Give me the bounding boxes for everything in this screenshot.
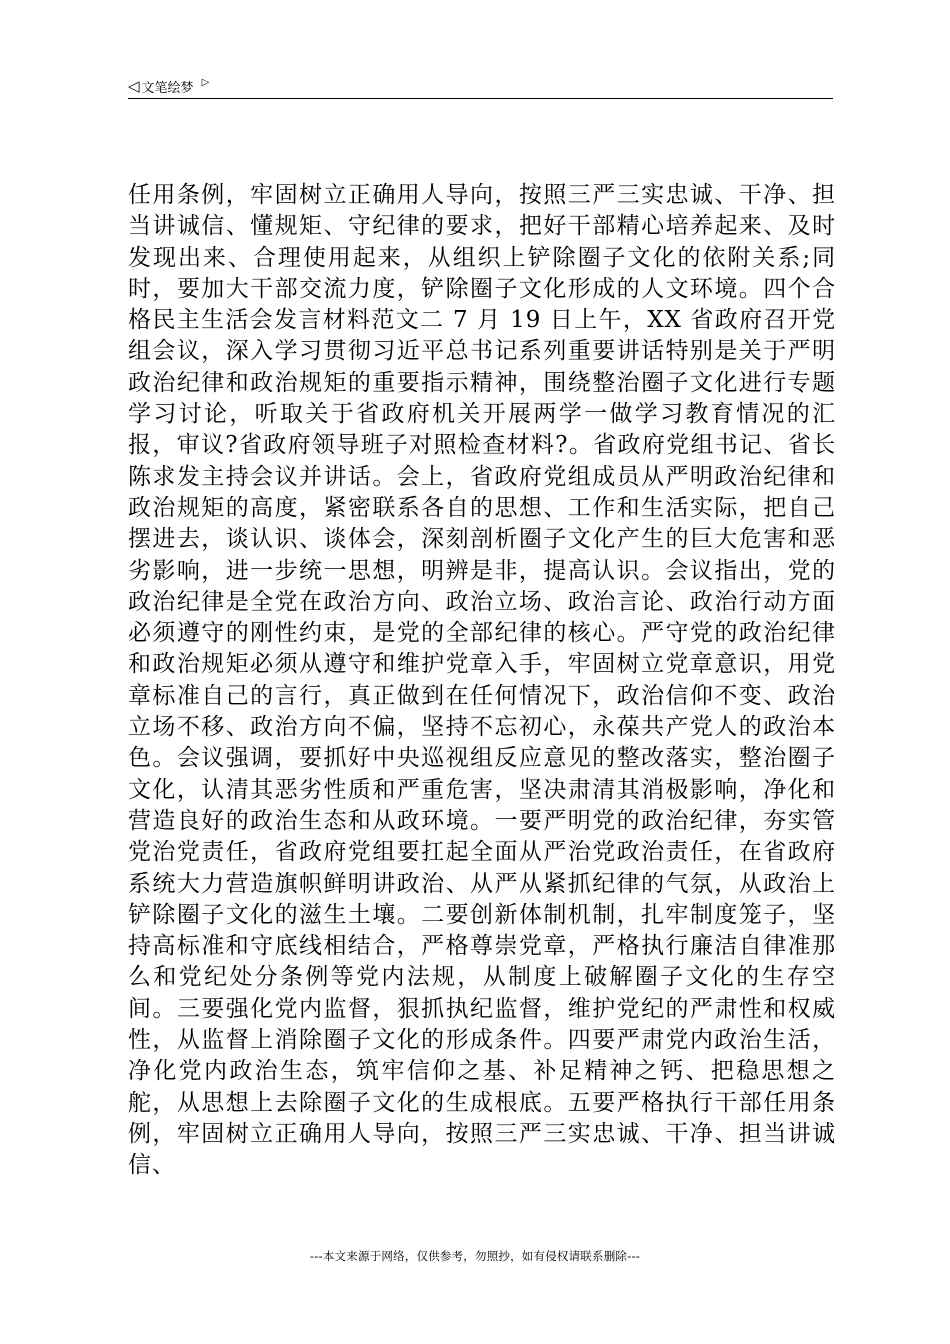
triangle-left-outline-icon: ◁	[128, 76, 140, 95]
page-header	[128, 74, 833, 99]
document-body: 任用条例，牢固树立正确用人导向，按照三严三实忠诚、干净、担当讲诚信、懂规矩、守纪律的要求，把好干部精心培养起来、及时发现出来、合理使用起来，从组织上铲除圈子文化的依附关系;同时，要加大干部交流力度，铲除圈子文化形成的人文环境。四个合格民主生活会发言材料范文二 7 月 19 日上午，XX 省政府召开党组会议，深入学习贯彻习近平总书记系列重要讲话特别是关于严明政治纪律和政治规矩的重要指示精神，围绕整治圈子文化进行专题学习讨论，听取关于省政府机关开展两学一做学习教育情况的汇报，审议?省政府领导班子对照检查材料?。省政府党组书记、省长陈求发主持会议并讲话。会上，省政府党组成员从严明政治纪律和政治规矩的高度，紧密联系各自的思想、工作和生活实际，把自己摆进去，谈认识、谈体会，深刻剖析圈子文化产生的巨大危害和恶劣影响，进一步统一思想，明辨是非，提高认识。会议指出，党的政治纪律是全党在政治方向、政治立场、政治言论、政治行动方面必须遵守的刚性约束，是党的全部纪律的核心。严守党的政治纪律和政治规矩必须从遵守和维护党章入手，牢固树立党章意识，用党章标准自己的言行，真正做到在任何情况下，政治信仰不变、政治立场不移、政治方向不偏，坚持不忘初心，永葆共产党人的政治本色。会议强调，要抓好中央巡视组反应意见的整改落实，整治圈子文化，认清其恶劣性质和严重危害，坚决肃清其消极影响，净化和营造良好的政治生态和从政环境。一要严明党的政治纪律，夯实管党治党责任，省政府党组要扛起全面从严治党政治责任，在省政府系统大力营造旗帜鲜明讲政治、从严从紧抓纪律的气氛，从政治上铲除圈子文化的滋生土壤。二要创新体制机制，扎牢制度笼子，坚持高标准和守底线相结合，严格尊崇党章，严格执行廉洁自律准那么和党纪处分条例等党内法规，从制度上破解圈子文化的生存空间。三要强化党内监督，狠抓执纪监督，维护党纪的严肃性和权威性，从监督上消除圈子文化的形成条件。四要严肃党内政治生活，净化党内政治生态，筑牢信仰之基、补足精神之钙、把稳思想之舵，从思想上去除圈子文化的生成根底。五要严格执行干部任用条例，牢固树立正确用人导向，按照三严三实忠诚、干净、担当讲诚信、	[128, 182, 836, 1179]
triangle-right-outline-icon: ▷	[201, 77, 210, 88]
brand-name: 文笔绘梦	[141, 80, 194, 96]
footer-notice: ---本文来源于网络，仅供参考，勿照抄，如有侵权请联系删除---	[309, 1249, 641, 1263]
